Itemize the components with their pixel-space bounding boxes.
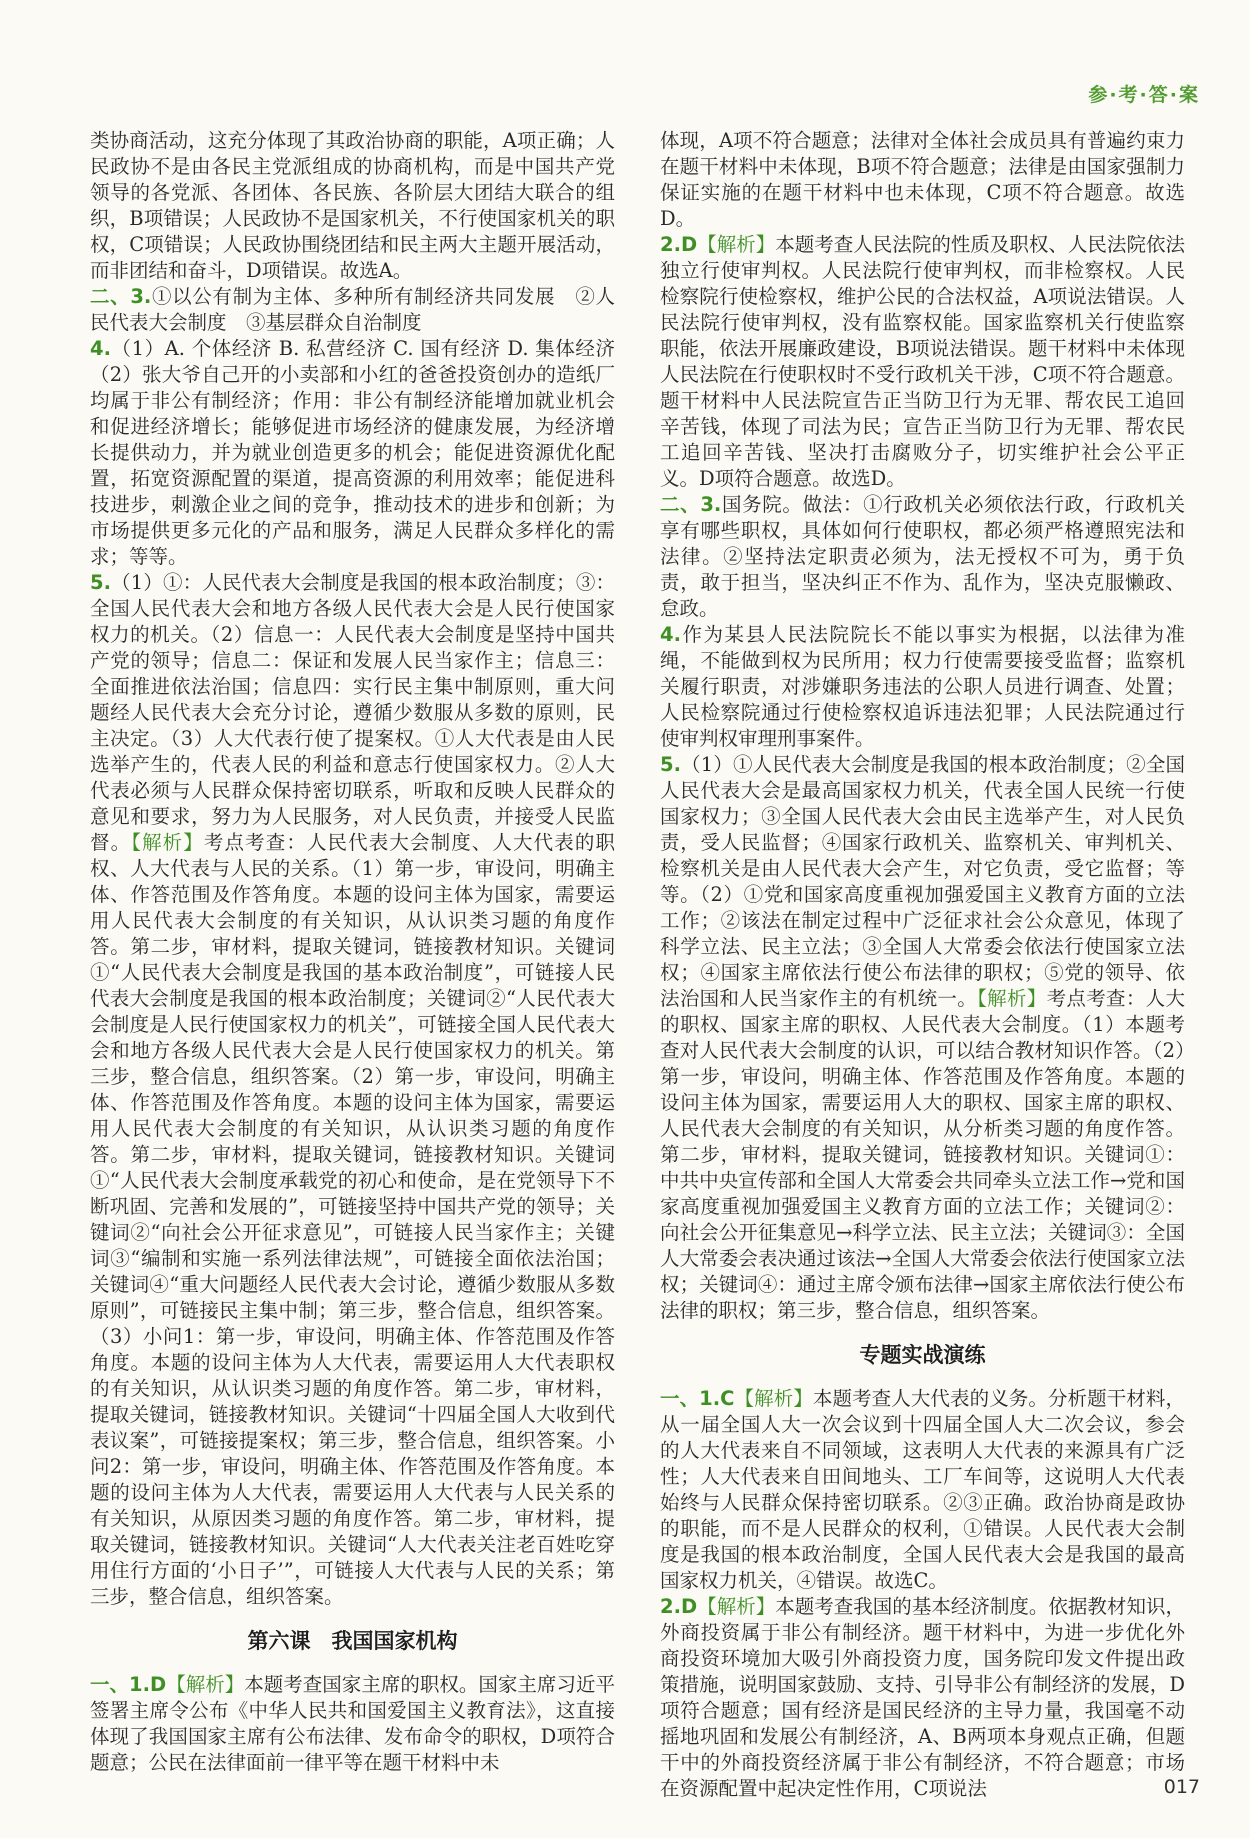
analysis-tag: 【解析】 [166,1673,245,1696]
choice-answer: D [680,233,698,256]
paragraph: 类协商活动，这充分体现了其政治协商的职能，A项正确；人民政协不是由各民主党派组成的协商机构，而是中国共产党领导的各党派、各团体、各民族、各阶层大团结大联合的组织，B项错误；人民政协不是国家机关，不行使国家机关的职权，C项错误；人民政协围绕团结和民主两大主题开展活动，而非团结和奋斗，D项错误。故选A。 [90,129,615,282]
analysis-text: 本题考查国家主席的职权。国家主席习近平签署主席令公布《中华人民共和国爱国主义教育法》，这直接体现了我国国家主席有公布法律、发布命令的职权，D项符合题意；公民在法律面前一律平等在题干材料中未 [90,1673,615,1774]
practice-title: 专题实战演练 [859,1343,986,1367]
paragraph: 体现，A项不符合题意；法律对全体社会成员具有普遍约束力在题干材料中未体现，B项不符合题意；法律是由国家强制力保证实施的在题干材料中也未体现，C项不符合题意。故选D。 [660,129,1185,230]
answer-item-4 [90,336,615,570]
answer-item-3 [660,492,1185,622]
lesson-title: 第六课 我国国家机构 [247,1629,458,1653]
analysis-tag: 【解析】 [131,831,204,854]
answer-text: （1）①：人民代表大会制度是我国的根本政治制度；③：全国人民代表大会和地方各级人民代表大会是人民行使国家权力的机关。（2）信息一：人民代表大会制度是坚持中国共产党的领导；信息二：保证和发展人民当家作主；信息三：全面推进依法治国；信息四：实行民主集中制原则，重大问题经人民代表大会充分讨论，遵循少数服从多数的原则，民主决定。（3）人大代表行使了提案权。①人大代表是由人民选举产生的，代表人民的利益和意志行使国家权力。②人大代表必须与人民群众保持密切联系，听取和反映人民群众的意见和要求，努力为人民服务，对人民负责，并接受人民监督。 [90,571,615,854]
answer-text: （1）A. 个体经济 B. 私营经济 C. 国有经济 D. 集体经济（2）张大爷自己开的小卖部和小红的爸爸投资创办的造纸厂均属于非公有制经济；作用：非公有制经济能增加就业机会和促进经济增长；能够促进市场经济的健康发展，为经济增长提供动力，并为就业创造更多的机会；能促进资源优化配置，拓宽资源配置的渠道，提高资源的利用效率；能促进科技进步，刺激企业之间的竞争，推动技术的进步和创新；为市场提供更多元化的产品和服务，满足人民群众多样化的需求；等等。 [90,337,615,568]
page-number: 017 [1163,1776,1200,1798]
choice-answer: D [680,1595,698,1618]
answer-item-2 [660,232,1185,492]
item-number: 5. [90,571,111,594]
item-number: 一、1. [660,1387,721,1410]
item-number: 二、3. [660,493,722,516]
answer-item-4 [660,622,1185,752]
practice-item-1 [660,1386,1185,1594]
answer-text: ①以公有制为主体、多种所有制经济共同发展 ②人民代表大会制度 ③基层群众自治制度 [90,285,615,334]
item-number: 2. [660,1595,681,1618]
analysis-tag: 【解析】 [697,1595,776,1618]
item-number: 一、1. [90,1673,150,1696]
item-number: 二、3. [90,285,152,308]
item-number: 4. [660,623,681,646]
right-column [660,128,1185,1802]
answer-item-5 [660,752,1185,1324]
choice-answer: D [150,1673,167,1696]
answer-text: （1）①人民代表大会制度是我国的根本政治制度；②全国人民代表大会是最高国家权力机关，代表全国人民统一行使国家权力；③全国人民代表大会由民主选举产生，对人民负责，受人民监督；④国家行政机关、监察机关、审判机关、检察机关是由人民代表大会产生，对它负责，受它监督；等等。（2）①党和国家高度重视加强爱国主义教育方面的立法工作；②该法在制定过程中广泛征求社会公众意见，体现了科学立法、民主立法；③全国人大常委会依法行使国家立法权；④国家主席依法行使公布法律的职权；⑤党的领导、依法治国和人民当家作主的有机统一。 [660,753,1185,1010]
analysis-text: 考点考查：人民代表大会制度、人大代表的职权、人大代表与人民的关系。（1）第一步，审设问，明确主体、作答范围及作答角度。本题的设问主体为国家，需要运用人民代表大会制度的有关知识，从认识类习题的角度作答。第二步，审材料，提取关键词，链接教材知识。关键词①“人民代表大会制度是我国的基本政治制度”，可链接人民代表大会制度是我国的根本政治制度；关键词②“人民代表大会制度是人民行使国家权力的机关”，可链接全国人民代表大会和地方各级人民代表大会是人民行使国家权力的机关。第三步，整合信息，组织答案。（2）第一步，审设问，明确主体、作答范围及作答角度。本题的设问主体为国家，需要运用人民代表大会制度的有关知识，从认识类习题的角度作答。第二步，审材料，提取关键词，链接教材知识。关键词①“人民代表大会制度承载党的初心和使命，是在党领导下不断巩固、完善和发展的”，可链接坚持中国共产党的领导；关键词②“向社会公开征求意见”，可链接人民当家作主；关键词③“编制和实施一系列法律法规”，可链接全面依法治国；关键词④“重大问题经人民代表大会讨论，遵循少数服从多数原则”，可链接民主集中制；第三步，整合信息，组织答案。（3）小问1：第一步，审设问，明确主体、作答范围及作答角度。本题的设问主体为人大代表，需要运用人大代表职权的有关知识，从认识类习题的角度作答。第二步，审材料，提取关键词，链接教材知识。关键词“十四届全国人大收到代表议案”，可链接提案权；第三步，整合信息，组织答案。小问2：第一步，审设问，明确主体、作答范围及作答角度。本题的设问主体为人大代表，需要运用人大代表与人民关系的有关知识，从原因类习题的角度作答。第二步，审材料，提取关键词，链接教材知识。关键词“人大代表关注老百姓吃穿用住行方面的‘小日子’”，可链接人大代表与人民的关系；第三步，整合信息，组织答案。 [90,831,615,1608]
analysis-text: 本题考查人大代表的义务。分析题干材料，从一届全国人大一次会议到十四届全国人大二次会议，参会的人大代表来自不同领域，这表明人大代表的来源具有广泛性；人大代表来自田间地头、工厂车间等，这说明人大代表始终与人民群众保持密切联系。②③正确。政治协商是政协的职能，而不是人民群众的权利，①错误。人民代表大会制度是我国的根本政治制度，全国人民代表大会是我国的最高国家权力机关，④错误。故选C。 [660,1387,1185,1592]
answer-text: 国务院。做法：①行政机关必须依法行政，行政机关享有哪些职权，具体如何行使职权，都必须严格遵照宪法和法律。②坚持法定职责必须为，法无授权不可为，勇于负责，敢于担当，坚决纠正不作为、乱作为，坚决克服懒政、怠政。 [660,493,1185,620]
choice-answer: C [720,1387,735,1410]
item-number: 4. [90,337,111,360]
analysis-tag: 【解析】 [734,1387,813,1410]
header-label: 参·考·答·案 [1088,84,1200,106]
practice-item-2 [660,1594,1185,1802]
answer-item-1 [90,1672,615,1776]
item-number: 2. [660,233,681,256]
item-number: 5. [660,753,681,776]
analysis-tag: 【解析】 [697,233,776,256]
answer-item-5 [90,570,615,1610]
analysis-text: 考点考查：人大的职权、国家主席的职权、人民代表大会制度。（1）本题考查对人民代表大会制度的认识，可以结合教材知识作答。（2）第一步，审设问，明确主体、作答范围及作答角度。本题的设问主体为国家，需要运用人大的职权、国家主席的职权、人民代表大会制度的有关知识，从分析类习题的角度作答。第二步，审材料，提取关键词，链接教材知识。关键词①：中共中央宣传部和全国人大常委会共同牵头立法工作→党和国家高度重视加强爱国主义教育方面的立法工作；关键词②：向社会公开征集意见→科学立法、民主立法；关键词③：全国人大常委会表决通过该法→全国人大常委会依法行使国家立法权；关键词④：通过主席令颁布法律→国家主席依法行使公布法律的职权；第三步，整合信息，组织答案。 [660,987,1185,1322]
left-column [90,128,615,1776]
answer-text: 作为某县人民法院院长不能以事实为根据，以法律为准绳，不能做到权为民所用；权力行使需要接受监督；监察机关履行职责，对涉嫌职务违法的公职人员进行调查、处置；人民检察院通过行使检察权追诉违法犯罪；人民法院通过行使审判权审理刑事案件。 [660,623,1185,750]
analysis-tag: 【解析】 [977,987,1047,1010]
answer-item-3 [90,284,615,336]
analysis-text: 本题考查人民法院的性质及职权、人民法院依法独立行使审判权。人民法院行使审判权，而非检察权。人民检察院行使检察权，维护公民的合法权益，A项说法错误。人民法院行使审判权，没有监察权能。国家监察机关行使监察职能，依法开展廉政建设，B项说法错误。题干材料中未体现人民法院在行使职权时不受行政机关干涉，C项不符合题意。题干材料中人民法院宣告正当防卫行为无罪、帮农民工追回辛苦钱，体现了司法为民；宣告正当防卫行为无罪、帮农民工追回辛苦钱、坚决打击腐败分子，切实维护社会公平正义。D项符合题意。故选D。 [660,233,1185,490]
analysis-text: 本题考查我国的基本经济制度。依据教材知识，外商投资属于非公有制经济。题干材料中，为进一步优化外商投资环境加大吸引外商投资力度，国务院印发文件提出政策措施，说明国家鼓励、支持、引导非公有制经济的发展，D项符合题意；国有经济是国民经济的主导力量，我国毫不动摇地巩固和发展公有制经济，A、B两项本身观点正确，但题干中的外商投资经济属于非公有制经济，不符合题意；市场在资源配置中起决定性作用，C项说法 [660,1595,1185,1800]
